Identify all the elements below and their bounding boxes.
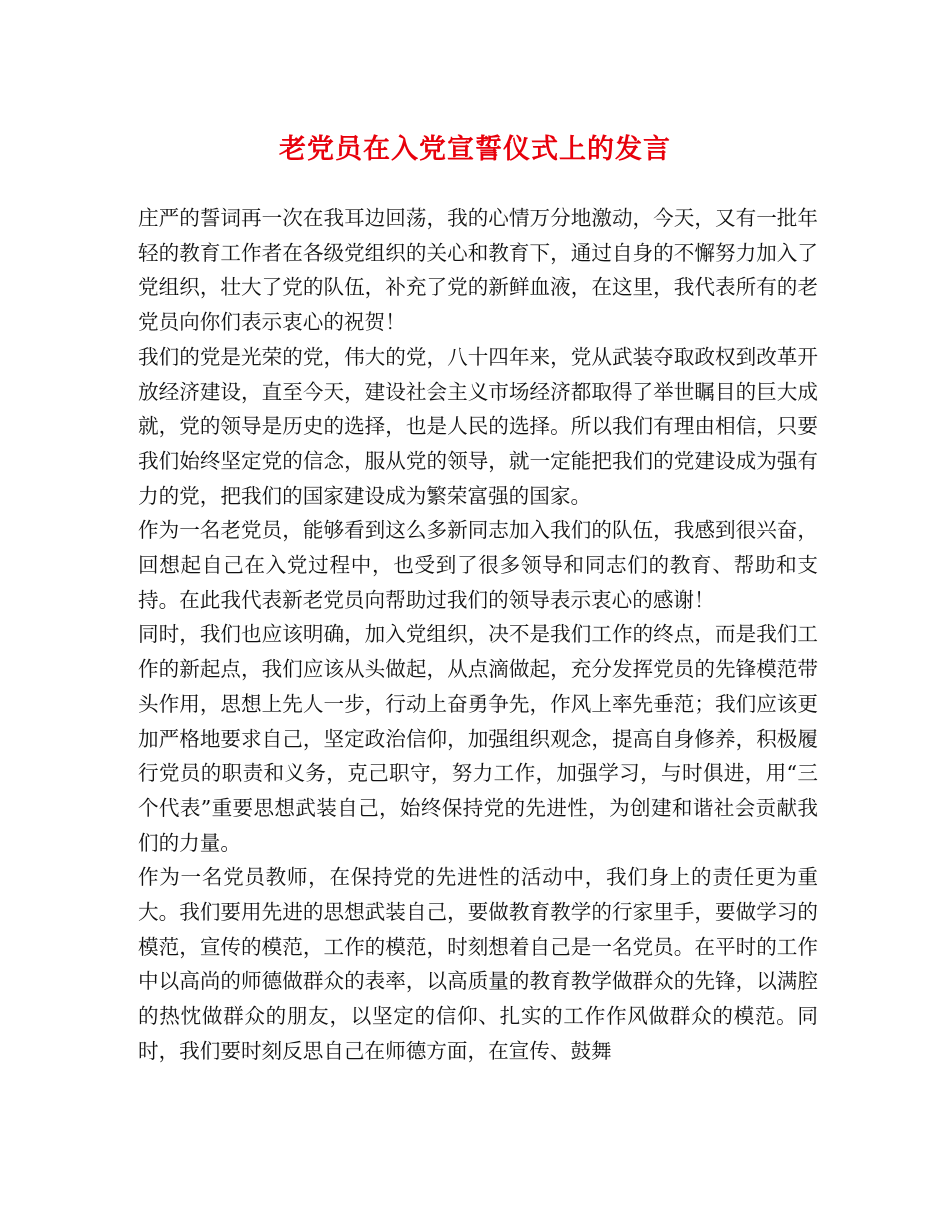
paragraph-1: 庄严的誓词再一次在我耳边回荡，我的心情万分地激动，今天，又有一批年轻的教育工作者在各级党组织的关心和教育下，通过自身的不懈努力加入了党组织，壮大了党的队伍，补充了党的新鲜血液，在这里，我代表所有的老党员向你们表示衷心的祝贺！ (138, 206, 818, 335)
document-body (138, 201, 818, 1069)
paragraph-4: 同时，我们也应该明确，加入党组织，决不是我们工作的终点，而是我们工作的新起点，我们应该从头做起，从点滴做起，充分发挥党员的先锋模范带头作用，思想上先人一步，行动上奋勇争先，作风上率先垂范；我们应该更加严格地要求自己，坚定政治信仰，加强组织观念，提高自身修养，积极履行党员的职责和义务，克己职守，努力工作，加强学习，与时俱进，用“三个代表”重要思想武装自己，始终保持党的先进性，为创建和谐社会贡献我们的力量。 (138, 622, 818, 855)
page-title: 老党员在入党宣誓仪式上的发言 (279, 134, 671, 165)
paragraph-5: 作为一名党员教师，在保持党的先进性的活动中，我们身上的责任更为重大。我们要用先进的思想武装自己，要做教育教学的行家里手，要做学习的模范，宣传的模范，工作的模范，时刻想着自己是一名党员。在平时的工作中以高尚的师德做群众的表率，以高质量的教育教学做群众的先锋，以满腔的热忱做群众的朋友，以坚定的信仰、扎实的工作作风做群众的模范。同时，我们要时刻反思自己在师德方面，在宣传、鼓舞 (138, 865, 818, 1063)
paragraph-3: 作为一名老党员，能够看到这么多新同志加入我们的队伍，我感到很兴奋，回想起自己在入党过程中，也受到了很多领导和同志们的教育、帮助和支持。在此我代表新老党员向帮助过我们的领导表示衷心的感谢！ (138, 518, 818, 612)
paragraph-2: 我们的党是光荣的党，伟大的党，八十四年来，党从武装夺取政权到改革开放经济建设，直至今天，建设社会主义市场经济都取得了举世瞩目的巨大成就，党的领导是历史的选择，也是人民的选择。所以我们有理由相信，只要我们始终坚定党的信念，服从党的领导，就一定能把我们的党建设成为强有力的党，把我们的国家建设成为繁荣富强的国家。 (138, 344, 818, 508)
